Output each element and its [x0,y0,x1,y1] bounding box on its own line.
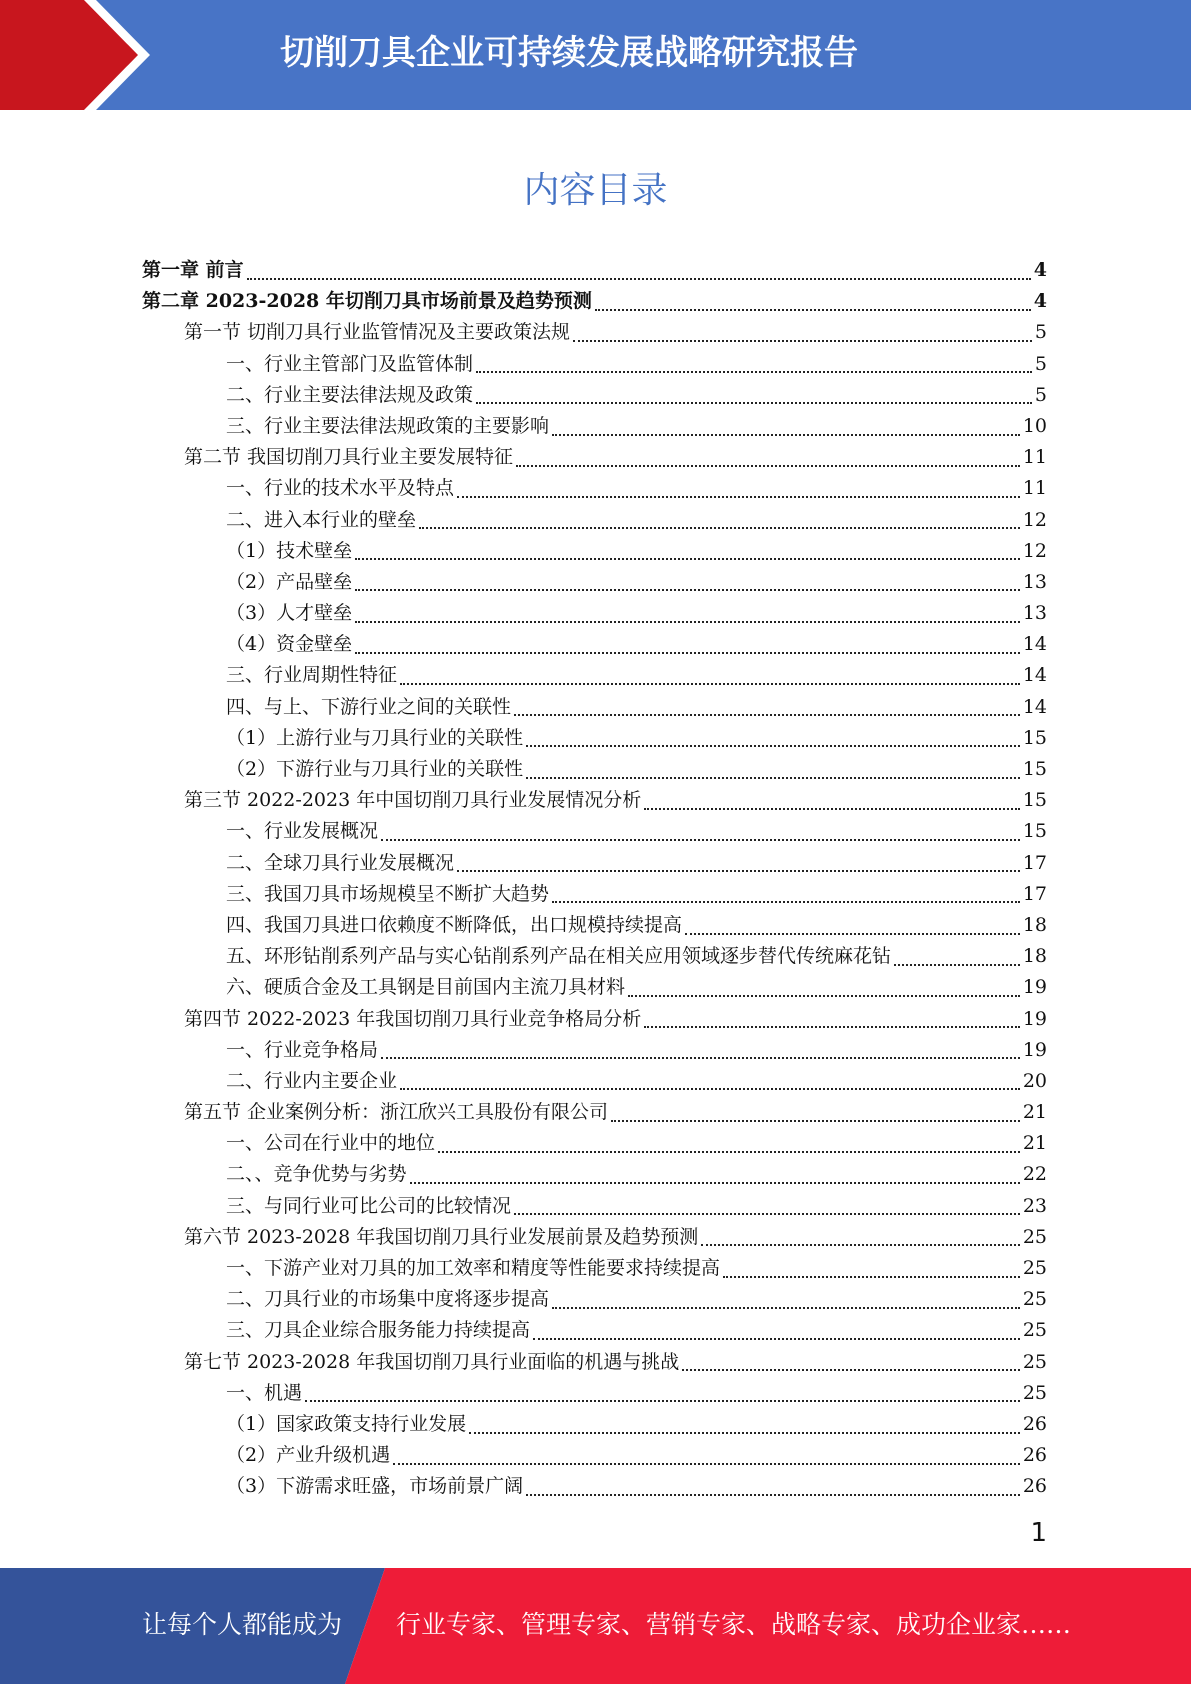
toc-entry-page: 13 [1022,602,1047,625]
toc-dot-leader [457,496,1020,498]
toc-entry-title: 第一节 切削刀具行业监管情况及主要政策法规 [184,321,571,344]
toc-entry-page: 15 [1022,820,1047,843]
toc-entry[interactable] [142,380,1047,411]
toc-dot-leader [533,1338,1020,1340]
toc-entry[interactable] [142,1035,1047,1066]
toc-entry-page: 15 [1022,758,1047,780]
toc-entry-page: 4 [1033,259,1047,281]
toc-dot-leader [514,714,1020,716]
toc-entry-page: 17 [1022,882,1047,905]
toc-dot-leader [552,434,1020,436]
toc-entry[interactable] [142,473,1047,504]
toc-entry-title: 第二节 我国切削刀具行业主要发展特征 [184,446,514,469]
toc-entry-title: （1）上游行业与刀具行业的关联性 [226,726,524,749]
toc-entry-title: 六、硬质合金及工具钢是目前国内主流刀具材料 [226,976,626,999]
toc-entry-page: 19 [1022,976,1047,999]
toc-entry-title: （1）技术壁垒 [226,539,353,562]
toc-entry-title: 五、环形钻削系列产品与实心钻削系列产品在相关应用领域逐步替代传统麻花钻 [226,945,892,968]
toc-entry-page: 18 [1022,913,1047,936]
toc-dot-leader [682,1369,1020,1371]
toc-entry-page: 14 [1022,633,1047,656]
toc-entry[interactable] [142,723,1047,754]
toc-entry-title: （2）产品壁垒 [226,570,353,593]
toc-entry-page: 25 [1022,1225,1047,1248]
toc-entry-page: 22 [1022,1163,1047,1186]
toc-entry[interactable] [142,816,1047,847]
toc-entry-page: 12 [1022,539,1047,562]
toc-entry-title: （3）下游需求旺盛，市场前景广阔 [226,1475,524,1498]
toc-dot-leader [516,465,1020,467]
toc-entry[interactable] [142,754,1047,785]
toc-heading: 内容目录 [523,170,668,211]
toc-entry-title: 第六节 2023-2028 年我国切削刀具行业发展前景及趋势预测 [184,1225,699,1248]
toc-entry[interactable] [142,1222,1047,1253]
toc-entry-title: 一、机遇 [226,1381,303,1404]
toc-dot-leader [723,1276,1020,1278]
toc-entry-title: 三、行业周期性特征 [226,664,398,687]
toc-entry-page: 25 [1022,1319,1047,1342]
toc-entry-page: 10 [1022,414,1047,437]
toc-entry-page: 12 [1022,508,1047,531]
toc-entry[interactable] [142,629,1047,660]
toc-entry[interactable] [142,1409,1047,1440]
toc-dot-leader [476,402,1032,404]
toc-entry-page: 5 [1034,352,1047,375]
toc-entry[interactable] [142,972,1047,1003]
toc-entry-page: 5 [1034,321,1047,344]
toc-dot-leader [644,1026,1020,1028]
toc-dot-leader [410,1182,1020,1184]
toc-dot-leader [526,777,1020,779]
toc-dot-leader [355,652,1020,654]
toc-dot-leader [526,745,1020,747]
toc-entry[interactable] [142,442,1047,473]
toc-entry-title: 二、全球刀具行业发展概况 [226,851,455,874]
toc-entry[interactable] [142,1315,1047,1346]
toc-entry-title: 一、行业主管部门及监管体制 [226,352,474,375]
table-of-contents [142,255,1047,1503]
toc-entry-title: 二、进入本行业的壁垒 [226,508,417,531]
toc-entry[interactable] [142,255,1047,286]
footer-slogan-right: 行业专家、管理专家、营销专家、战略专家、成功企业家…… [396,1610,1072,1639]
toc-dot-leader [305,1400,1020,1402]
toc-dot-leader [419,527,1020,529]
toc-dot-leader [381,839,1020,841]
toc-entry[interactable] [142,567,1047,598]
toc-dot-leader [476,371,1032,373]
toc-dot-leader [457,870,1020,872]
toc-dot-leader [355,558,1020,560]
toc-dot-leader [247,278,1031,280]
toc-entry[interactable] [142,1191,1047,1222]
toc-dot-leader [526,1494,1020,1496]
toc-entry[interactable] [142,411,1047,442]
toc-entry-page: 21 [1022,1132,1047,1155]
toc-entry-title: 三、刀具企业综合服务能力持续提高 [226,1319,531,1342]
toc-entry[interactable] [142,1378,1047,1409]
toc-entry-page: 20 [1022,1069,1047,1092]
toc-entry[interactable] [142,349,1047,380]
toc-entry-title: 三、行业主要法律法规政策的主要影响 [226,414,550,437]
toc-entry-title: 第二章 2023-2028 年切削刀具市场前景及趋势预测 [142,290,592,313]
toc-entry[interactable] [142,1128,1047,1159]
toc-dot-leader [701,1244,1020,1246]
toc-entry-title: （1）国家政策支持行业发展 [226,1412,467,1435]
toc-entry-page: 11 [1022,446,1047,469]
toc-entry-page: 23 [1022,1194,1047,1217]
toc-dot-leader [393,1463,1020,1465]
toc-dot-leader [894,964,1020,966]
toc-entry-title: （3）人才壁垒 [226,602,353,625]
footer-banner [0,1568,1191,1684]
toc-dot-leader [595,309,1031,311]
toc-entry[interactable] [142,536,1047,567]
toc-entry-title: 第五节 企业案例分析：浙江欣兴工具股份有限公司 [184,1101,609,1124]
toc-entry[interactable] [142,1066,1047,1097]
toc-entry-page: 26 [1022,1475,1047,1498]
toc-entry-page: 25 [1022,1257,1047,1279]
toc-entry[interactable] [142,1159,1047,1190]
toc-dot-leader [400,1088,1020,1090]
toc-dot-leader [514,1213,1020,1215]
toc-entry[interactable] [142,1004,1047,1035]
toc-entry-title: 第四节 2022-2023 年我国切削刀具行业竞争格局分析 [184,1007,642,1030]
toc-entry-title: 三、与同行业可比公司的比较情况 [226,1194,512,1217]
toc-dot-leader [469,1432,1020,1434]
toc-dot-leader [611,1120,1020,1122]
toc-entry[interactable] [142,941,1047,972]
toc-entry-page: 4 [1033,290,1047,313]
toc-entry-title: 一、行业竞争格局 [226,1038,379,1061]
toc-entry[interactable] [142,505,1047,536]
toc-entry-title: 二、行业主要法律法规及政策 [226,383,474,406]
toc-entry-page: 21 [1022,1101,1047,1124]
toc-entry-title: 三、我国刀具市场规模呈不断扩大趋势 [226,882,550,905]
toc-entry-title: （2）产业升级机遇 [226,1444,391,1467]
toc-entry-page: 19 [1022,1007,1047,1030]
toc-entry-page: 26 [1022,1412,1047,1435]
toc-entry-title: 二、刀具行业的市场集中度将逐步提高 [226,1288,550,1311]
toc-dot-leader [628,995,1020,997]
toc-entry-page: 17 [1022,851,1047,874]
toc-entry-page: 15 [1022,789,1047,812]
toc-entry-page: 26 [1022,1444,1047,1467]
header-banner [0,0,1191,110]
toc-dot-leader [355,589,1020,591]
toc-entry-page: 13 [1022,570,1047,593]
toc-entry[interactable] [142,848,1047,879]
toc-entry[interactable] [142,1284,1047,1315]
toc-entry-title: 二、行业内主要企业 [226,1069,398,1092]
toc-entry-page: 19 [1022,1038,1047,1061]
toc-dot-leader [381,1057,1020,1059]
toc-entry-title: 第三节 2022-2023 年中国切削刀具行业发展情况分析 [184,789,642,812]
toc-entry[interactable] [142,692,1047,723]
toc-entry[interactable] [142,879,1047,910]
report-title: 切削刀具企业可持续发展战略研究报告 [280,33,858,73]
toc-entry-title: （4）资金壁垒 [226,633,353,656]
toc-entry[interactable] [142,1097,1047,1128]
toc-entry-title: 第一章 前言 [142,259,244,281]
toc-entry[interactable] [142,910,1047,941]
toc-entry[interactable] [142,785,1047,816]
toc-entry-title: 一、行业发展概况 [226,820,379,843]
footer-slogan-left: 让每个人都能成为 [142,1610,343,1639]
toc-entry-page: 14 [1022,664,1047,687]
toc-entry[interactable] [142,1440,1047,1471]
toc-entry-title: 四、我国刀具进口依赖度不断降低，出口规模持续提高 [226,913,683,936]
page-number: 1 [1030,1518,1047,1548]
toc-entry-page: 5 [1034,383,1047,406]
toc-dot-leader [438,1151,1020,1153]
toc-dot-leader [552,1307,1020,1309]
toc-entry[interactable] [142,286,1047,317]
toc-entry[interactable] [142,1471,1047,1502]
toc-dot-leader [685,933,1020,935]
toc-entry-title: 一、行业的技术水平及特点 [226,477,455,500]
toc-entry-title: （2）下游行业与刀具行业的关联性 [226,758,524,780]
toc-entry[interactable] [142,660,1047,691]
toc-entry[interactable] [142,1253,1047,1284]
toc-entry-title: 一、下游产业对刀具的加工效率和精度等性能要求持续提高 [226,1257,721,1279]
toc-dot-leader [400,683,1020,685]
toc-entry[interactable] [142,598,1047,629]
toc-entry-page: 15 [1022,726,1047,749]
toc-entry-page: 25 [1022,1288,1047,1311]
toc-entry[interactable] [142,317,1047,348]
toc-dot-leader [644,808,1020,810]
toc-entry-page: 25 [1022,1350,1047,1373]
toc-dot-leader [552,901,1020,903]
toc-entry-page: 25 [1022,1381,1047,1404]
toc-entry-page: 14 [1022,695,1047,718]
toc-entry-page: 18 [1022,945,1047,968]
toc-entry-title: 四、与上、下游行业之间的关联性 [226,695,512,718]
toc-entry-title: 一、公司在行业中的地位 [226,1132,436,1155]
toc-entry-title: 第七节 2023-2028 年我国切削刀具行业面临的机遇与挑战 [184,1350,680,1373]
toc-dot-leader [573,340,1032,342]
toc-dot-leader [355,621,1020,623]
toc-entry-title: 二、、竞争优势与劣势 [226,1163,407,1186]
toc-entry-page: 11 [1022,477,1047,500]
toc-entry[interactable] [142,1347,1047,1378]
